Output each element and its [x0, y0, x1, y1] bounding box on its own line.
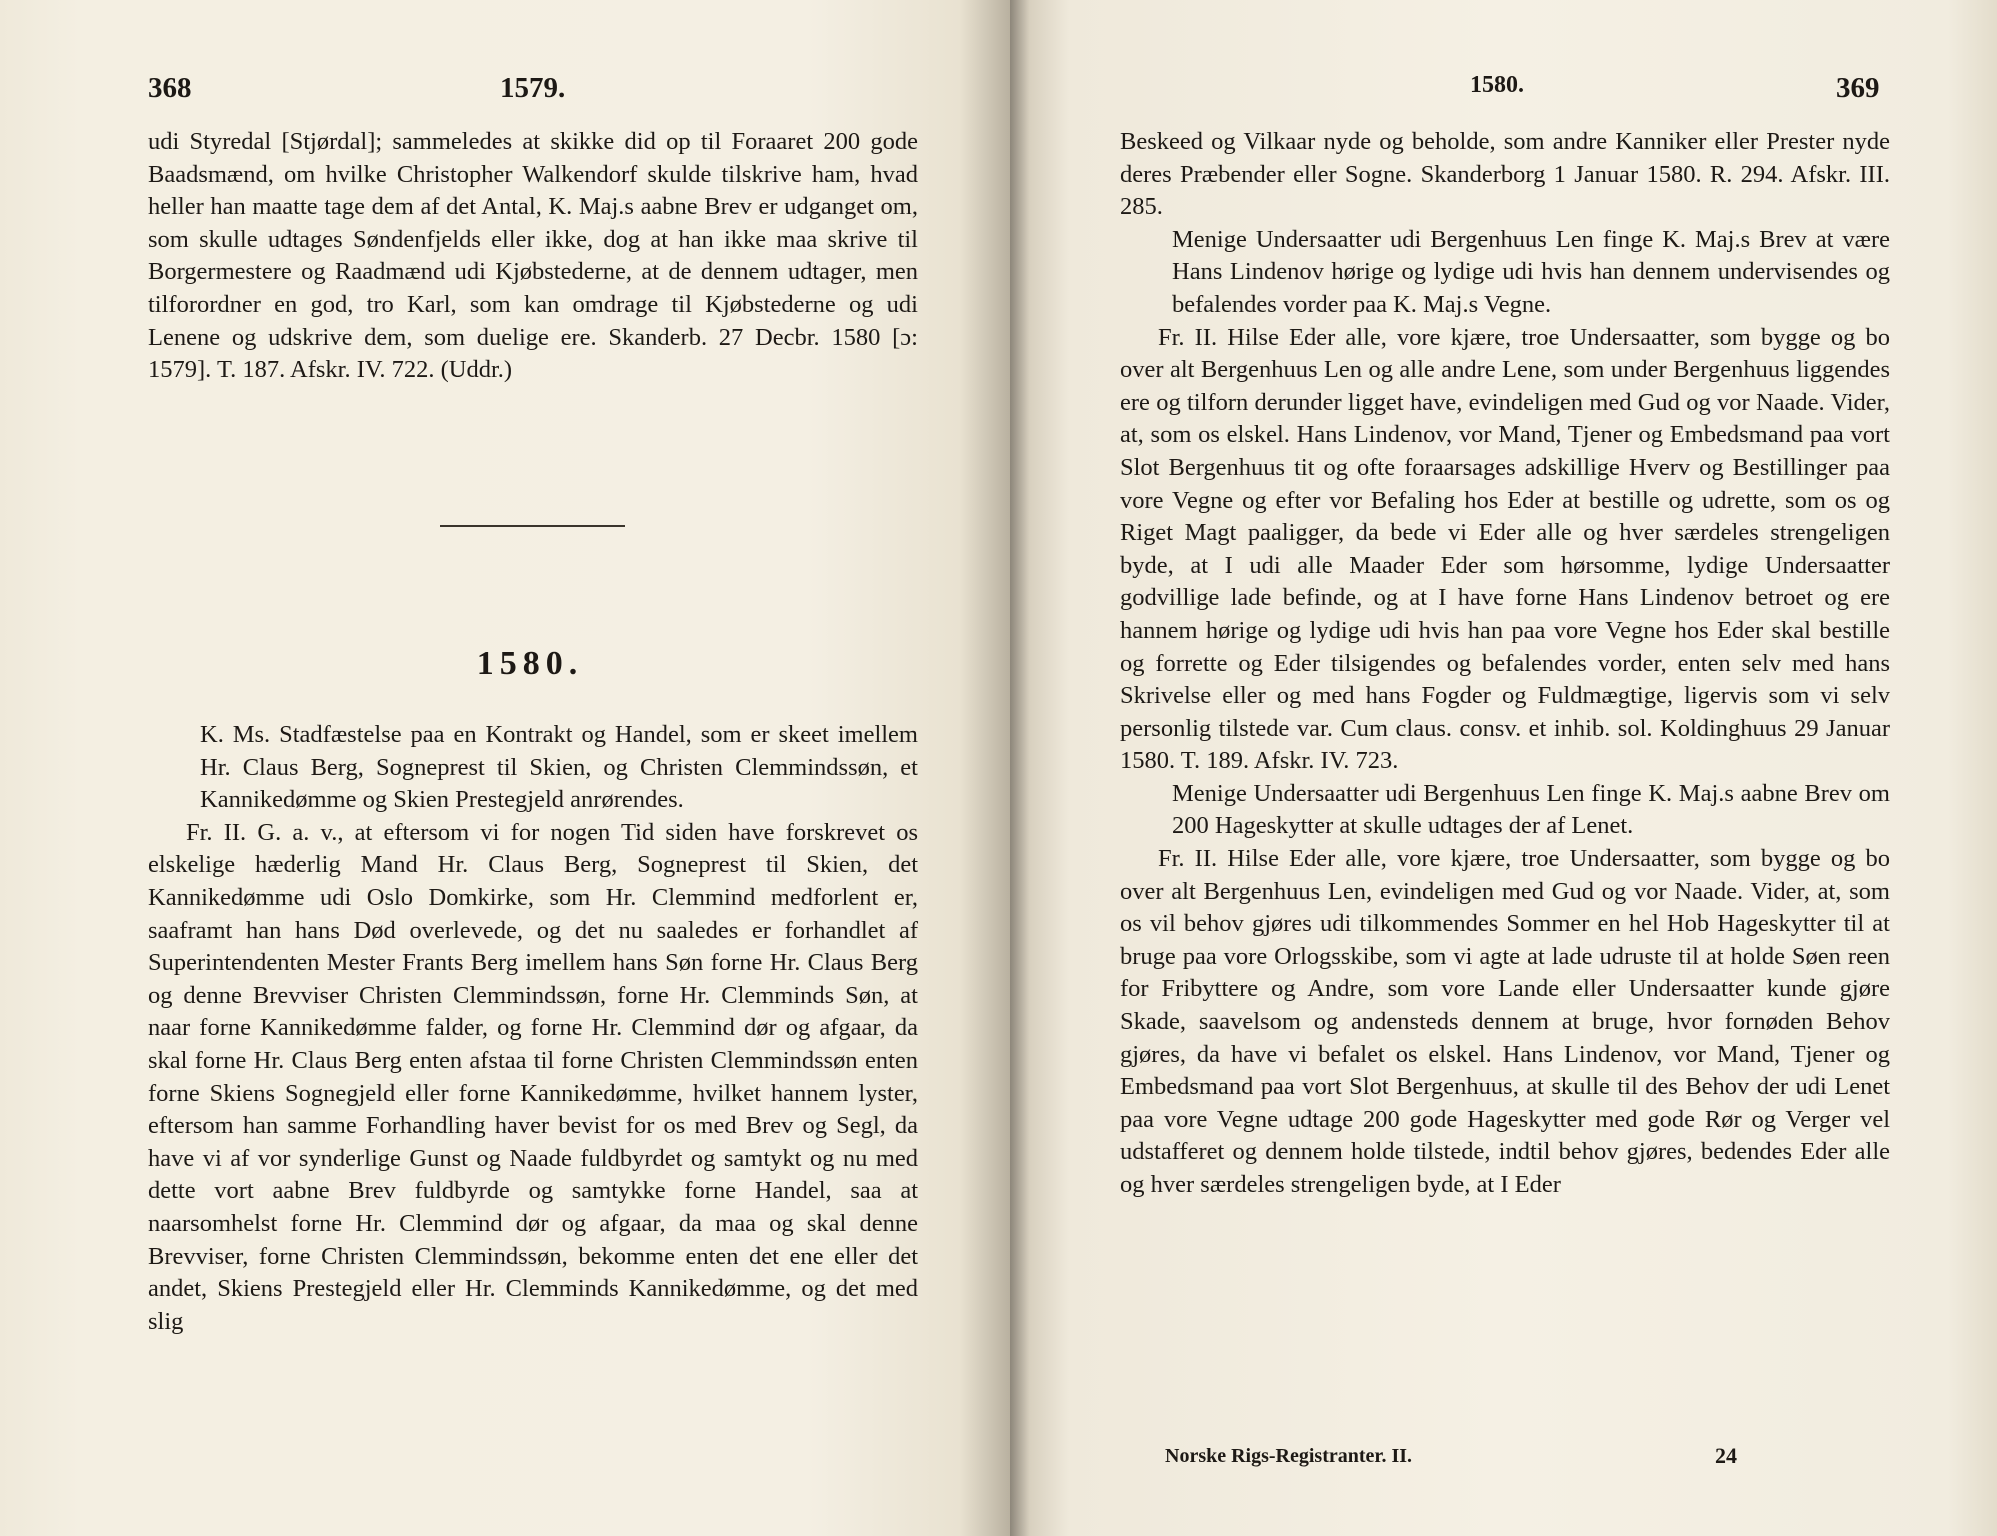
text-block-right — [1120, 126, 1890, 1202]
entry2-body: Fr. II. Hilse Eder alle, vore kjære, troe Undersaatter, som bygge og bo over alt Bergenhuus Len, evindeligen med Gud og vor Naade. Vider, at, som os vil behov gjøres udi tilkommendes Sommer en hel Hob Hageskytter til at bruge paa vore Orlogsskibe, som vi agte at lade udruste til at holde Søen reen for Fribyttere og Andre, som vore Lande eller Undersaatter kunde gjøre Skade, saavelsom og andensteds dennem at bruge, hvor fornøden Behov gjøres, da have vi befalet os elskel. Hans Lindenov, vor Mand, Tjener og Embedsmand paa vort Slot Bergenhuus, at skulle til des Behov der udi Lenet paa vore Vegne udtage 200 gode Hageskytter med gode Rør og Verger vel udstafferet og dennem holde tilstede, indtil behov gjøres, bedendes Eder alle og hver særdeles strengeligen byde, at I Eder — [1120, 845, 1890, 1198]
entry1-body: Fr. II. Hilse Eder alle, vore kjære, troe Undersaatter, som bygge og bo over alt Bergenhuus Len og alle andre Lene, som under Bergenhuus liggendes ere og tilforn derunder ligget have, evindeligen med Gud og vor Naade. Vider, at, som os elskel. Hans Lindenov, vor Mand, Tjener og Embedsmand paa vort Slot Bergenhuus tit og ofte foraarsages adskillige Hverv og Bestillinger paa vore Vegne og efter vor Befaling hos Eder at bestille og udrette, som os og Riget Magt paaligger, da bede vi Eder alle og hver særdeles strengeligen byde, at I udi alle Maader Eder som hørsomme, lydige Undersaatter godvillige lade befinde, og at I have forne Hans Lindenov betroet og ere hannem hørige og lydige udi hvis han paa vore Vegne hos Eder skal bestille og forrette og Eder tilsigendes og befalendes vorder, enten selv med hans Skrivelse eller og med hans Fogder og Fuldmægtige, ligervis som vi selv personlig tilstede var. Cum claus. consv. et inhib. sol. Koldinghuus 29 Januar 1580. T. 189. Afskr. IV. 723. — [1120, 323, 1890, 775]
right-page — [1010, 0, 1997, 1536]
footer-title: Norske Rigs-Registranter. II. — [1165, 1445, 1413, 1467]
year-heading: 1580. — [476, 645, 584, 682]
section-divider — [440, 525, 625, 527]
page-number-left: 368 — [148, 72, 192, 104]
continuation-paragraph: udi Styredal [Stjørdal]; sammeledes at skikke did op til Foraaret 200 gode Baadsmænd, om hvilke Christopher Walkendorf skulde tilskrive ham, hvad heller han maatte tage dem af det Antal, K. Maj.s aabne Brev er udganget om, som skulle udtages Søndenfjelds eller ikke, dog at han ikke maa skrive til Borgermestere og Raadmænd udi Kjøbstederne, at de dennem udtager, men tilforordner en god, tro Karl, som kan omdrage til Kjøbstederne og udi Lenene og udskrive dem, som duelige ere. Skanderb. 27 Decbr. 1580 [ɔ: 1579]. T. 187. Afskr. IV. 722. (Uddr.) — [148, 128, 918, 384]
entry-title: K. Ms. Stadfæstelse paa en Kontrakt og Handel, som er skeet imellem Hr. Claus Berg, Sogneprest til Skien, og Christen Clemmindssøn, et Kannikedømme og Skien Prestegjeld anrørendes. — [200, 721, 918, 814]
bleed-through-shadow — [160, 430, 920, 750]
signature-mark: 24 — [1715, 1443, 1737, 1468]
entry1-title: Menige Undersaatter udi Bergenhuus Len finge K. Maj.s Brev at være Hans Lindenov hørige og lydige udi hvis han dennem undervisendes og befalendes vorder paa K. Maj.s Vegne. — [1172, 225, 1890, 318]
entry-text-left — [148, 719, 918, 1338]
page-number-right: 369 — [1836, 72, 1880, 104]
entry2-title: Menige Undersaatter udi Bergenhuus Len finge K. Maj.s aabne Brev om 200 Hageskytter at skulle udtages der af Lenet. — [1172, 779, 1890, 840]
entry-body: Fr. II. G. a. v., at eftersom vi for nogen Tid siden have forskrevet os elskelige hæderlig Mand Hr. Claus Berg, Sogneprest til Skien, det Kannikedømme udi Oslo Domkirke, som Hr. Clemmind medforlent er, saaframt han hans Død overlevede, og det nu saaledes er forhandlet af Superintendenten Mester Frants Berg imellem hans Søn forne Hr. Claus Berg og denne Brevviser Christen Clemmindssøn, forne Hr. Clemminds Søn, at naar forne Kannikedømme falder, og forne Hr. Clemmind dør og afgaar, da skal forne Hr. Claus Berg enten afstaa til forne Christen Clemmindssøn enten forne Skiens Sognegjeld eller forne Kannikedømme, hvilket hannem lyster, eftersom han samme Forhandling haver bevist for os med Brev og Segl, da have vi af vor synderlige Gunst og Naade fuldbyrdet og samtykt og nu med dette vort aabne Brev fuldbyrde og samtykke forne Handel, saa at naarsomhelst forne Hr. Clemmind dør og afgaar, da maa og skal denne Brevviser, forne Christen Clemmindssøn, bekomme enten det ene eller det andet, Skiens Prestegjeld eller Hr. Clemminds Kannikedømme, og det med slig — [148, 818, 918, 1335]
running-head-left: 1579. — [500, 72, 566, 104]
continuation-text-left — [148, 126, 918, 387]
continuation-paragraph-right: Beskeed og Vilkaar nyde og beholde, som andre Kanniker eller Prester nyde deres Præbender eller Sogne. Skanderborg 1 Januar 1580. R. 294. Afskr. III. 285. — [1120, 128, 1890, 221]
running-head-right: 1580. — [1470, 72, 1524, 98]
